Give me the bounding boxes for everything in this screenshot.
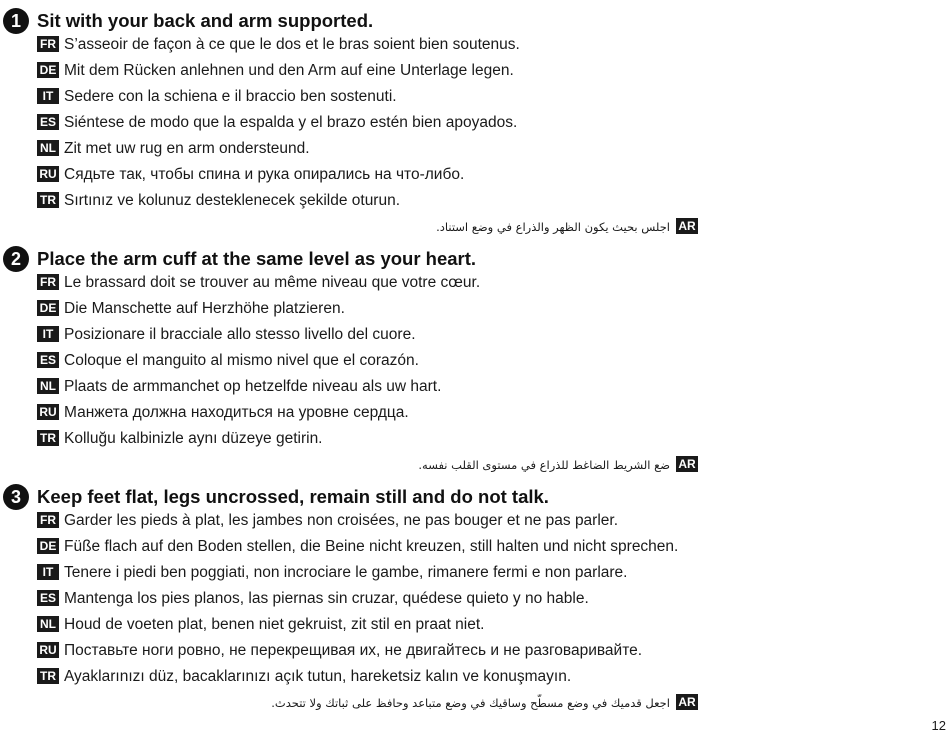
language-badge: ES (37, 590, 59, 606)
language-badge: AR (676, 456, 698, 472)
translation-text: Houd de voeten plat, benen niet gekruist, zit stil en praat niet. (64, 616, 485, 633)
translation-line-es (37, 114, 517, 134)
translation-text: Füße flach auf den Boden stellen, die Beine nicht kreuzen, still halten und nicht sprechen. (64, 538, 679, 555)
translation-line-it (37, 326, 416, 346)
language-badge: AR (676, 694, 698, 710)
translation-line-ru (37, 404, 409, 424)
section-heading (0, 4, 940, 30)
language-badge: NL (37, 378, 59, 394)
language-badge: ES (37, 352, 59, 368)
language-badge: IT (37, 564, 59, 580)
page-number: 12 (931, 718, 946, 733)
language-badge: RU (37, 642, 59, 658)
section-heading (0, 480, 940, 506)
translation-text: Ayaklarınızı düz, bacaklarınızı açık tutun, hareketsiz kalın ve konuşmayın. (64, 668, 572, 685)
language-badge: ES (37, 114, 59, 130)
translation-text: Mantenga los pies planos, las piernas sin cruzar, quédese quieto y no hable. (64, 590, 589, 607)
translation-text: ضع الشريط الضاغط للذراع في مستوى القلب نفسه. (418, 457, 670, 472)
translation-line-tr (37, 430, 323, 450)
language-badge: FR (37, 36, 59, 52)
language-badge: IT (37, 326, 59, 342)
translation-text: Mit dem Rücken anlehnen und den Arm auf eine Unterlage legen. (64, 62, 514, 79)
translation-text: Die Manschette auf Herzhöhe platzieren. (64, 300, 345, 317)
translation-line-ar (418, 456, 698, 476)
translation-line-ru (37, 166, 464, 186)
translation-text: اجعل قدميك في وضع مسطّح وساقيك في وضع متباعد وحافظ على ثباتك ولا تتحدث. (271, 695, 670, 710)
language-badge: TR (37, 192, 59, 208)
translation-text: اجلس بحيث يكون الظهر والذراع في وضع استناد. (436, 219, 670, 234)
step-number-badge: 2 (3, 246, 29, 272)
translation-line-ar (436, 218, 698, 238)
translation-line-de (37, 62, 514, 82)
translation-line-fr (37, 36, 520, 56)
language-badge: AR (676, 218, 698, 234)
translation-text: Plaats de armmanchet op hetzelfde niveau als uw hart. (64, 378, 442, 395)
section-heading (0, 242, 940, 268)
language-badge: DE (37, 538, 59, 554)
translation-text: Garder les pieds à plat, les jambes non croisées, ne pas bouger et ne pas parler. (64, 512, 619, 529)
translation-line-it (37, 564, 628, 584)
translation-line-de (37, 300, 345, 320)
language-badge: RU (37, 166, 59, 182)
language-badge: TR (37, 668, 59, 684)
translation-text: Tenere i piedi ben poggiati, non incrociare le gambe, rimanere fermi e non parlare. (64, 564, 628, 581)
translation-line-de (37, 538, 678, 558)
language-badge: TR (37, 430, 59, 446)
translation-line-ar (271, 694, 698, 714)
translation-line-ru (37, 642, 642, 662)
translation-text: Siéntese de modo que la espalda y el brazo estén bien apoyados. (64, 114, 518, 131)
translation-line-es (37, 352, 419, 372)
translation-line-es (37, 590, 589, 610)
language-badge: NL (37, 616, 59, 632)
heading-text: Sit with your back and arm supported. (37, 10, 374, 31)
language-badge: FR (37, 274, 59, 290)
translation-text: Zit met uw rug en arm ondersteund. (64, 140, 310, 157)
translation-text: Kolluğu kalbinizle aynı düzeye getirin. (64, 430, 323, 447)
language-badge: NL (37, 140, 59, 156)
step-number-badge: 1 (3, 8, 29, 34)
translation-text: Sedere con la schiena e il braccio ben sostenuti. (64, 88, 397, 105)
language-badge: FR (37, 512, 59, 528)
translation-text: Сядьте так, чтобы спина и рука опирались на что-либо. (64, 166, 465, 183)
translation-line-fr (37, 512, 618, 532)
language-badge: DE (37, 62, 59, 78)
translation-text: Coloque el manguito al mismo nivel que el corazón. (64, 352, 419, 369)
language-badge: IT (37, 88, 59, 104)
translation-line-tr (37, 668, 571, 688)
language-badge: RU (37, 404, 59, 420)
translation-text: Posizionare il bracciale allo stesso livello del cuore. (64, 326, 416, 343)
translation-line-fr (37, 274, 480, 294)
translation-line-nl (37, 140, 310, 160)
translation-line-nl (37, 616, 484, 636)
translation-line-it (37, 88, 397, 108)
translation-line-tr (37, 192, 400, 212)
step-number-badge: 3 (3, 484, 29, 510)
translation-text: S’asseoir de façon à ce que le dos et le bras soient bien soutenus. (64, 36, 520, 53)
language-badge: DE (37, 300, 59, 316)
translation-text: Le brassard doit se trouver au même niveau que votre cœur. (64, 274, 481, 291)
heading-text: Keep feet flat, legs uncrossed, remain still and do not talk. (37, 486, 549, 507)
heading-text: Place the arm cuff at the same level as your heart. (37, 248, 477, 269)
translation-text: Sırtınız ve kolunuz desteklenecek şekilde oturun. (64, 192, 401, 209)
translation-text: Поставьте ноги ровно, не перекрещивая их, не двигайтесь и не разговаривайте. (64, 642, 643, 659)
translation-line-nl (37, 378, 441, 398)
translation-text: Манжета должна находиться на уровне сердца. (64, 404, 409, 421)
